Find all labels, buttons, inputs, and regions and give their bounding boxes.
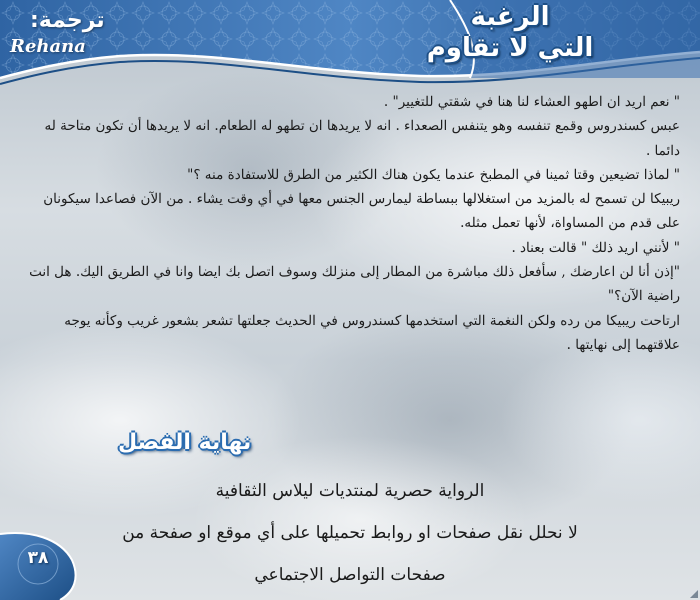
paragraph: عبس كسندروس وقمع تنفسه وهو يتنفس الصعداء . انه لا يريدها ان تطهو له الطعام. انه لا يريدها أن تكون متاحة له دائما . (44, 118, 680, 159)
title-line-1: الرغبة (470, 2, 550, 32)
exclusive-line: الرواية حصرية لمنتديات ليلاس الثقافية (215, 481, 485, 501)
paragraph: " لماذا تضيعين وقتا ثمينا في المطبخ عندما يكون هناك الكثير من الطرق للاستفادة منه ؟" (187, 166, 680, 183)
resize-grip-icon (690, 590, 698, 598)
translator-name: Rehana (10, 36, 86, 57)
no-transfer-line-2: صفحات التواصل الاجتماعي (254, 565, 446, 585)
chapter-end-heading: نهاية الفصل (118, 430, 252, 455)
copyright-notice (40, 470, 660, 596)
paragraph: ارتاحت ريبيكا من رده ولكن النغمة التي استخدمها كسندروس في الحديث جعلتها تشعر بشعور غريب وكأنه يوجه علاقتهما إلى نهايتها . (64, 312, 680, 353)
page-number: ٣٨ (27, 548, 49, 568)
page-title (390, 2, 630, 64)
paragraph: "إذن أنا لن اعارضك , سأفعل ذلك مباشرة من المطار إلى منزلك وسوف اتصل بك ايضا وانا في الطريق اليك. هل انت راضية الآن؟" (29, 264, 680, 305)
translator-label: ترجمة: (30, 8, 105, 33)
no-transfer-line-1: لا نحلل نقل صفحات او روابط تحميلها على أي موقع او صفحة من (122, 523, 578, 543)
title-line-2: التي لا تقاوم (426, 33, 594, 63)
paragraph: ريبيكا لن تسمح له بالمزيد من استغلالها ببساطة ليمارس الجنس معها في أي وقت يشاء . من الآن فصاعدا سيكونان على قدم من المساواة، لأنها تعمل مثله. (43, 191, 680, 232)
story-text (28, 90, 680, 357)
paragraph: " لأنني اريد ذلك " قالت بعناد . (511, 239, 680, 256)
paragraph: " نعم اريد ان اطهو العشاء لنا هنا في شقتي للتغيير" . (383, 94, 680, 110)
